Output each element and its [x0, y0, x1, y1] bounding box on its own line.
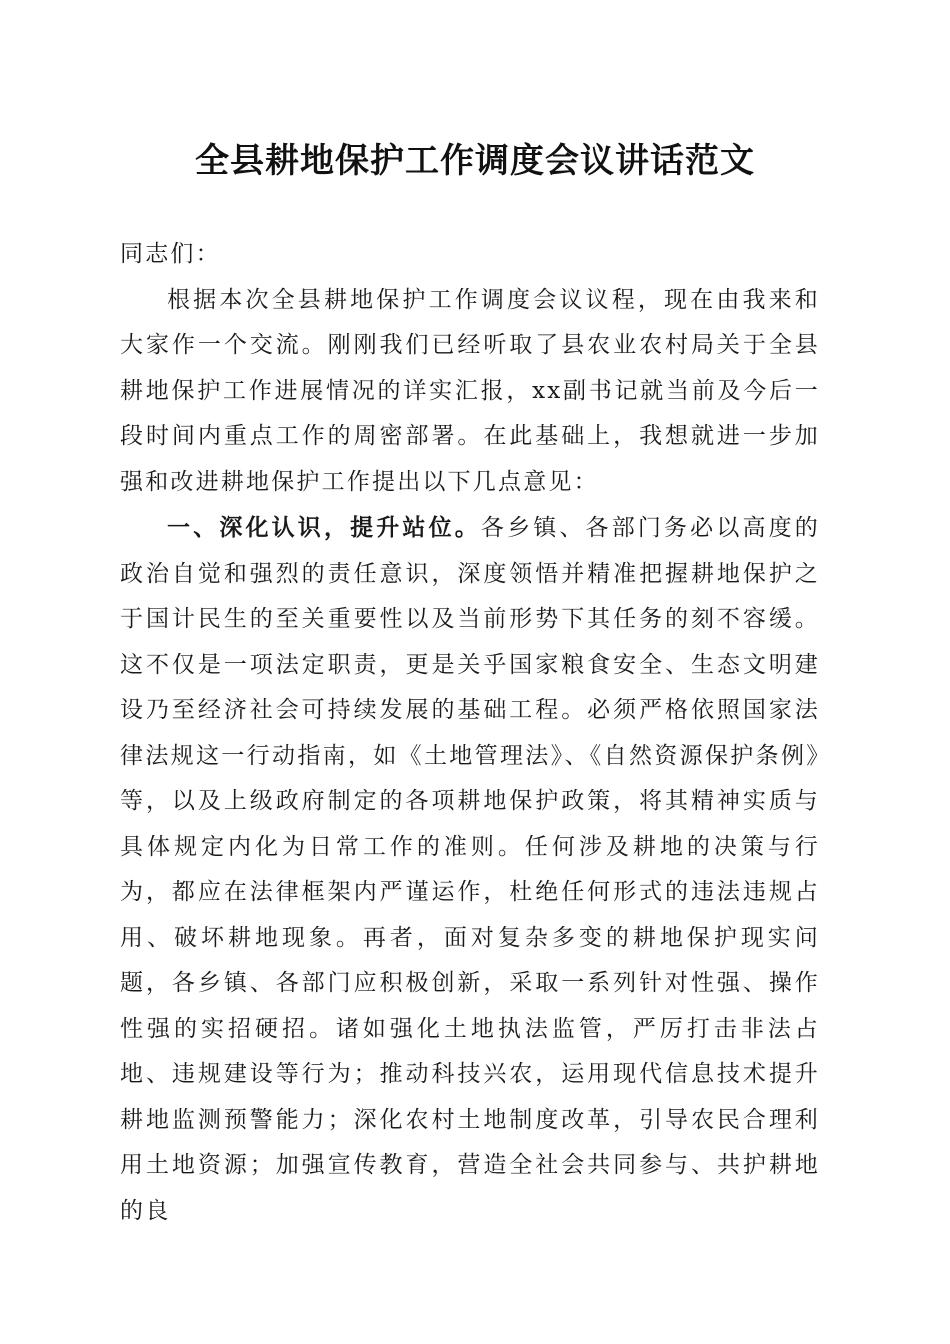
document-body — [120, 232, 820, 1234]
document-title: 全县耕地保护工作调度会议讲话范文 — [195, 141, 755, 181]
section-1-paragraph — [120, 505, 820, 1234]
intro-paragraph: 根据本次全县耕地保护工作调度会议议程，现在由我来和大家作一个交流。刚刚我们已经听取了县农业农村局关于全县耕地保护工作进展情况的详实汇报，xx副书记就当前及今后一段时间内重点工作的周密部署。在此基础上，我想就进一步加强和改进耕地保护工作提出以下几点意见： — [120, 286, 820, 495]
section-1-heading: 一、深化认识，提升站位。 — [167, 514, 481, 541]
salutation: 同志们： — [120, 241, 221, 267]
section-1-text: 各乡镇、各部门务必以高度的政治自觉和强烈的责任意识，深度领悟并精准把握耕地保护之于国计民生的至关重要性以及当前形势下其任务的刻不容缓。这不仅是一项法定职责，更是关乎国家粮食安全、生态文明建设乃至经济社会可持续发展的基础工程。必须严格依照国家法律法规这一行动指南，如《土地管理法》、《自然资源保护条例》等，以及上级政府制定的各项耕地保护政策，将其精神实质与具体规定内化为日常工作的准则。任何涉及耕地的决策与行为，都应在法律框架内严谨运作，杜绝任何形式的违法违规占用、破坏耕地现象。再者，面对复杂多变的耕地保护现实问题，各乡镇、各部门应积极创新，采取一系列针对性强、操作性强的实招硬招。诸如强化土地执法监管，严厉打击非法占地、违规建设等行为；推动科技兴农，运用现代信息技术提升耕地监测预警能力；深化农村土地制度改革，引导农民合理利用土地资源；加强宣传教育，营造全社会共同参与、共护耕地的良 — [120, 515, 820, 1224]
